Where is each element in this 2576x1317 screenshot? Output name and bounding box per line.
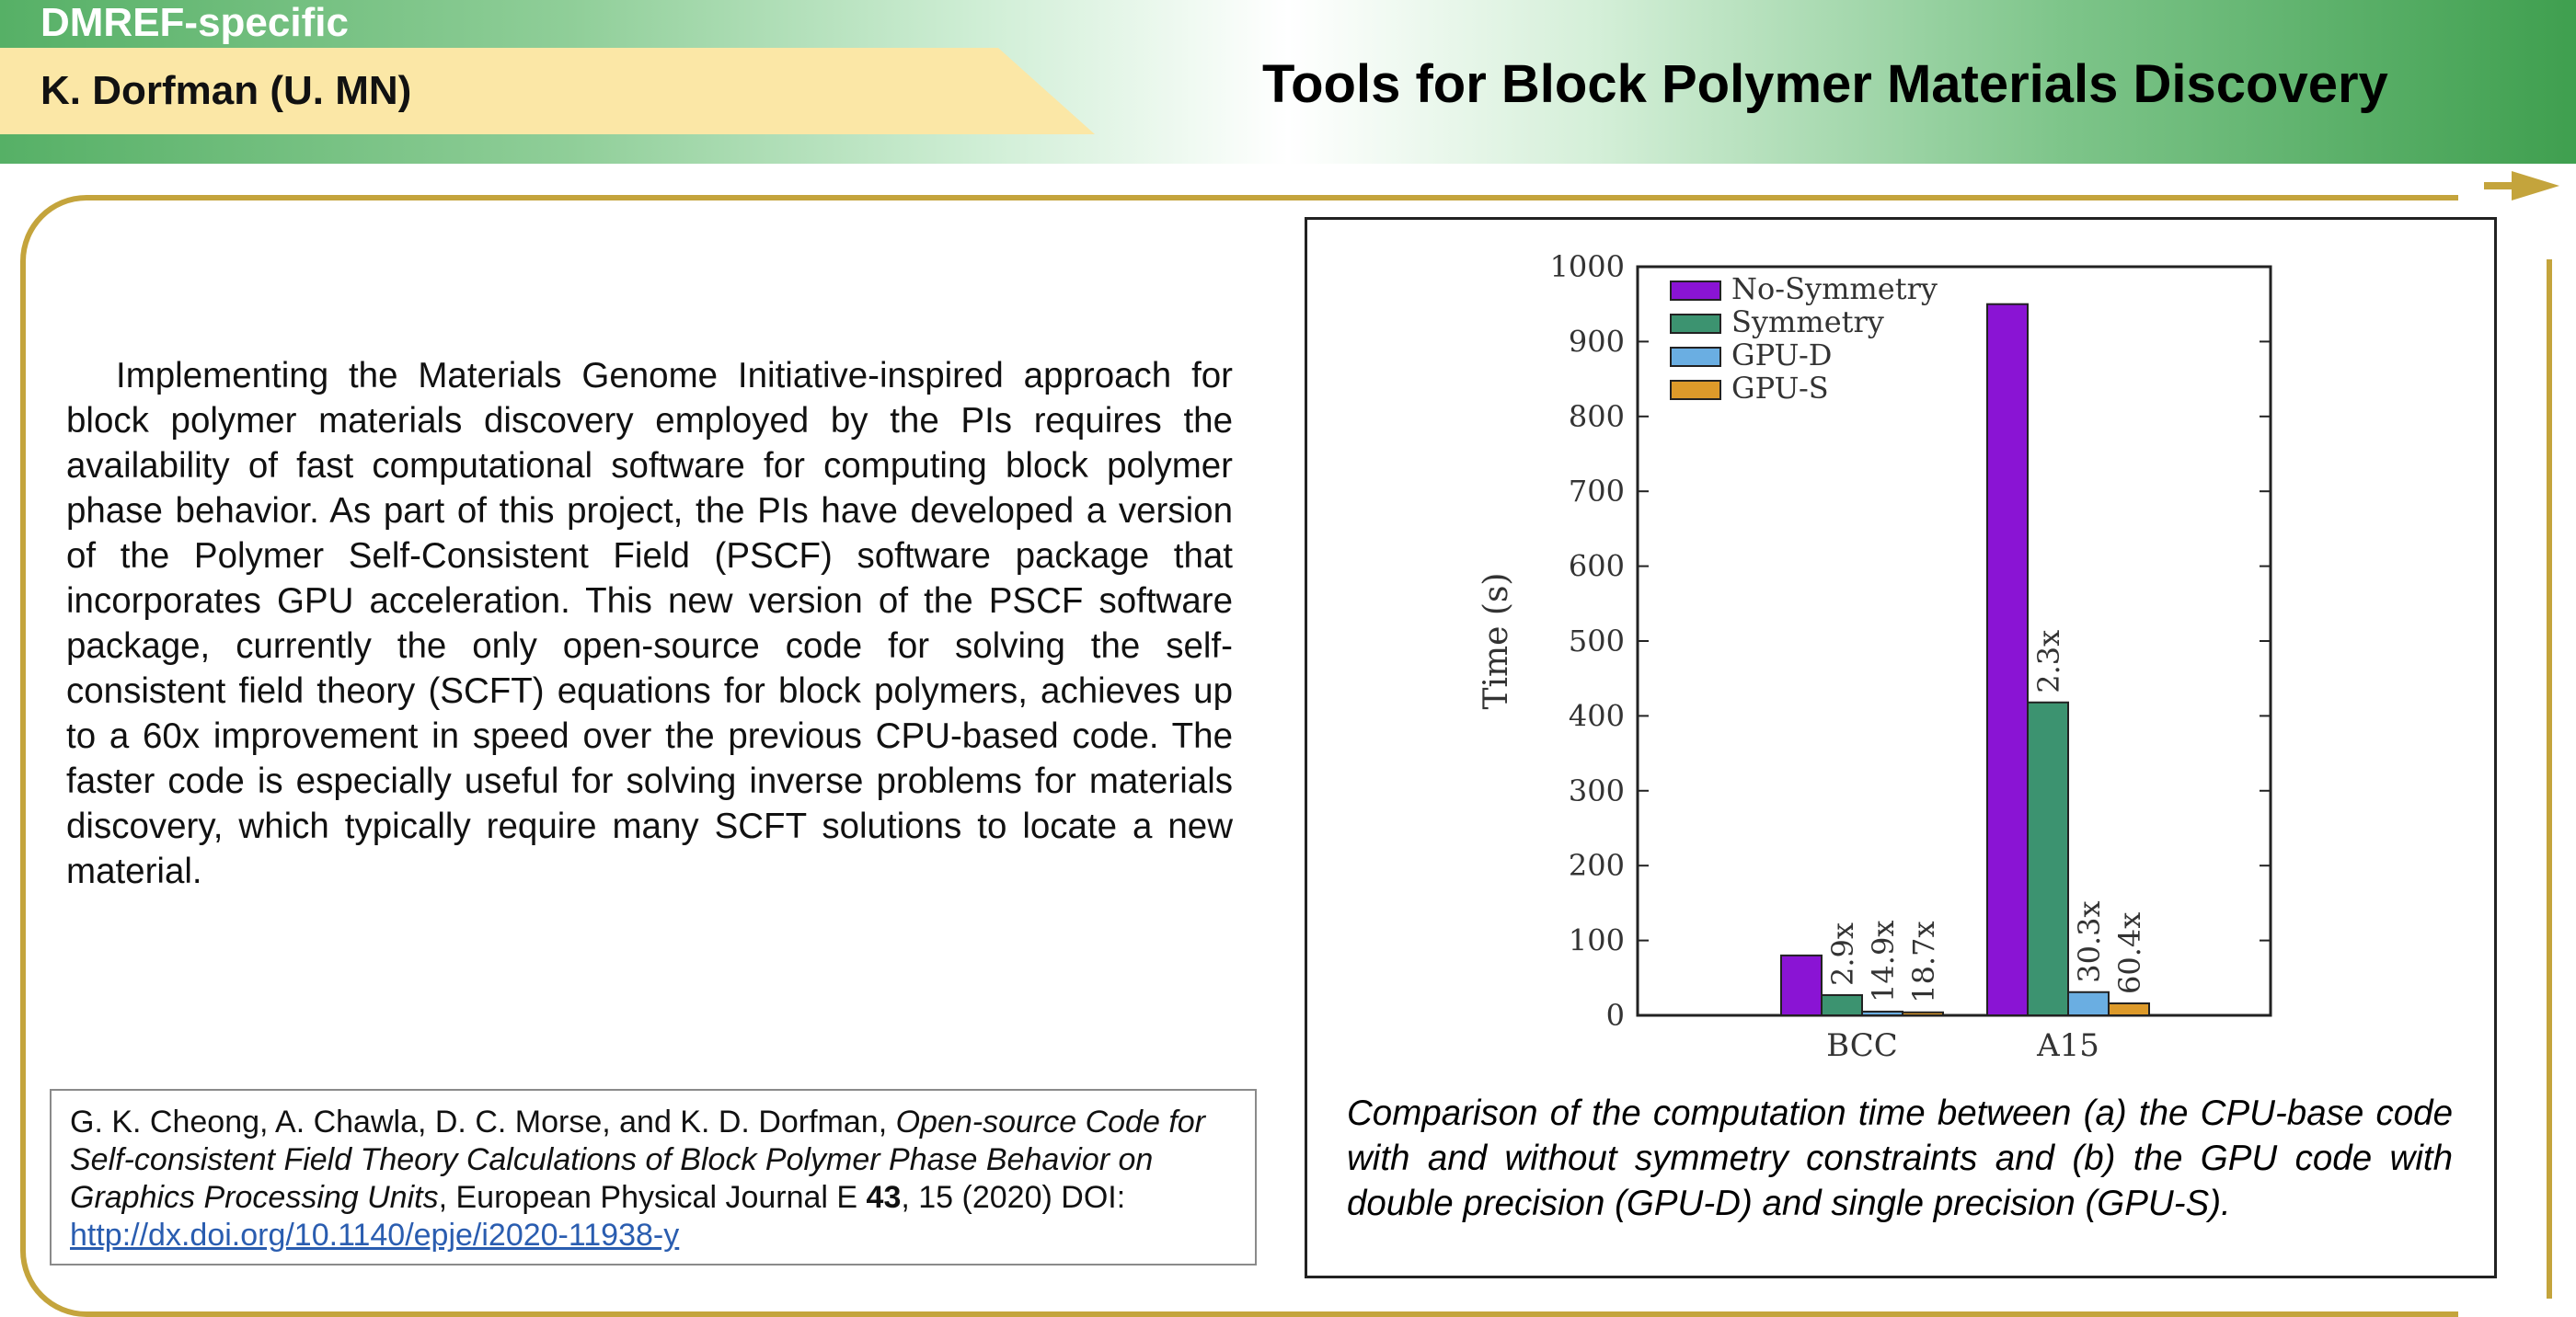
y-tick-label: 0 xyxy=(1605,998,1625,1033)
y-tick-label: 200 xyxy=(1568,848,1625,884)
reference-volume: 43 xyxy=(866,1180,902,1215)
bar xyxy=(2068,992,2109,1015)
bar-data-label: 2.3x xyxy=(2031,629,2066,693)
y-tick-label: 400 xyxy=(1568,698,1625,734)
bar-data-label: 60.4x xyxy=(2112,911,2147,994)
figure-caption: Comparison of the computation time between (a) the CPU-base code with and without symmetry constraints and (b) the GPU code with double precision (GPU-D) and single precision (GPU-S). xyxy=(1347,1094,2453,1223)
y-tick-label: 500 xyxy=(1568,624,1625,658)
y-tick-label: 900 xyxy=(1568,324,1625,360)
doi-link[interactable]: http://dx.doi.org/10.1140/epje/i2020-11938-y xyxy=(70,1218,680,1253)
author-name: K. Dorfman (U. MN) xyxy=(40,68,412,113)
legend-entry: GPU-D xyxy=(1731,338,1833,372)
y-tick-label: 800 xyxy=(1568,398,1625,434)
bar-chart xyxy=(1305,217,2497,1082)
reference-authors: G. K. Cheong, A. Chawla, D. C. Morse, and K. D. Dorfman, xyxy=(70,1105,896,1139)
reference-box xyxy=(50,1089,1257,1265)
frame-arrow-icon xyxy=(2512,171,2559,200)
reference-journal: , European Physical Journal E xyxy=(438,1180,867,1215)
slide-frame-right-edge xyxy=(2547,259,2552,1299)
body-paragraph: Implementing the Materials Genome Initiative-inspired approach for block polymer materials discovery employed by the PIs requires the availability of fast computational software for computing block polymer phase behavior. As part of this project, the PIs have developed a version of the Polymer Self-Consistent Field (PSCF) software package that incorporates GPU acceleration. This new version of the PSCF software package, currently the only open-source code for solving the self-consistent field theory (SCFT) equations for block polymers, achieves up to a 60x improvement in speed over the previous CPU-based code. The faster code is especially useful for solving inverse problems for materials discovery, which typically require many SCFT solutions to locate a new material. xyxy=(66,356,1233,891)
program-tag: DMREF-specific xyxy=(40,0,349,45)
bar-data-label: 14.9x xyxy=(1866,920,1901,1002)
bar-data-label: 18.7x xyxy=(1906,921,1941,1003)
y-axis-label: Time (s) xyxy=(1478,572,1515,710)
legend-entry: No-Symmetry xyxy=(1731,271,1938,306)
legend-entry: GPU-S xyxy=(1731,371,1829,406)
bar xyxy=(1987,304,2028,1015)
y-tick-label: 1000 xyxy=(1549,249,1625,284)
bar xyxy=(2109,1003,2149,1015)
legend-swatch xyxy=(1671,281,1720,300)
y-tick-label: 700 xyxy=(1568,474,1625,510)
legend-entry: Symmetry xyxy=(1731,304,1884,339)
bar xyxy=(2028,703,2068,1015)
page-title: Tools for Block Polymer Materials Discovery xyxy=(1262,54,2388,114)
bar-data-label: 30.3x xyxy=(2072,900,2107,983)
x-tick-label: BCC xyxy=(1826,1027,1898,1064)
bar xyxy=(1862,1012,1903,1015)
bar-data-label: 2.9x xyxy=(1825,922,1860,987)
legend-swatch xyxy=(1671,315,1720,333)
reference-pages-doi: , 15 (2020) DOI: xyxy=(901,1180,1126,1215)
y-tick-label: 300 xyxy=(1568,773,1625,808)
legend-swatch xyxy=(1671,348,1720,366)
reference-article-title: Open-source Code for Self-consistent Field Theory Calculations of Block Polymer Phase Behavior on Graphics Processing Units xyxy=(70,1105,1205,1215)
y-tick-label: 100 xyxy=(1568,922,1625,958)
x-tick-label: A15 xyxy=(2037,1027,2099,1064)
bar xyxy=(1903,1013,1943,1015)
bar xyxy=(1822,995,1862,1015)
bar xyxy=(1781,956,1822,1015)
legend-swatch xyxy=(1671,381,1720,399)
y-tick-label: 600 xyxy=(1568,548,1625,584)
